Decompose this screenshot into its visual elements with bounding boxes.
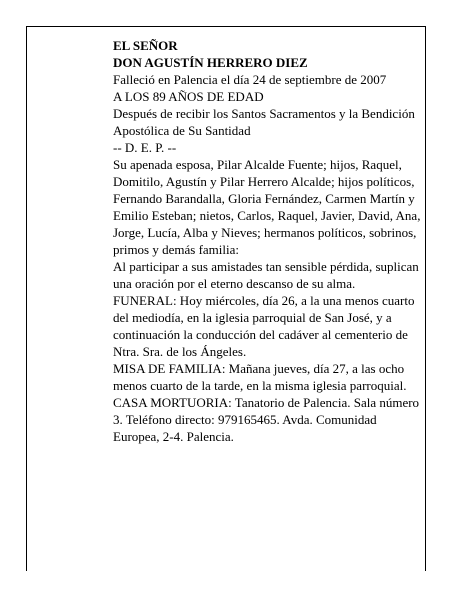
sacraments-paragraph: Después de recibir los Santos Sacramentos y la Bendición Apostólica de Su Santidad — [113, 106, 415, 138]
family-paragraph: Su apenada esposa, Pilar Alcalde Fuente; hijos, Raquel, Domitilo, Agustín y Pilar Herrero Alcalde; hijos políticos, Fernando Barandalla, Gloria Fernández, Carmen Martín y Emilio Esteban; nietos, Carlos, Raquel, Javier, David, Ana, Jorge, Lucía, Alba y Nieves; hermanos políticos, sobrinos, primos y demás familia: — [113, 157, 421, 257]
age-line: A LOS 89 AÑOS DE EDAD — [113, 89, 264, 104]
funeral-home-paragraph: CASA MORTUORIA: Tanatorio de Palencia. Sala número 3. Teléfono directo: 979165465. Avda. Comunidad Europea, 2-4. Palencia. — [113, 395, 420, 444]
deceased-title-line: EL SEÑOR — [113, 38, 178, 53]
obituary-text-block — [113, 37, 423, 445]
death-notice: Falleció en Palencia el día 24 de septiembre de 2007 — [113, 72, 387, 87]
funeral-paragraph: FUNERAL: Hoy miércoles, día 26, a la una menos cuarto del mediodía, en la iglesia parroquial de San José, y a continuación la conducción del cadáver al cementerio de Ntra. Sra. de los Ángeles. — [113, 293, 415, 359]
family-mass-paragraph: MISA DE FAMILIA: Mañana jueves, día 27, a las ocho menos cuarto de la tarde, en la misma iglesia parroquial. — [113, 361, 407, 393]
prayer-request-paragraph: Al participar a sus amistades tan sensible pérdida, suplican una oración por el eterno descanso de su alma. — [113, 259, 419, 291]
deceased-name: DON AGUSTÍN HERRERO DIEZ — [113, 55, 308, 70]
dep-line: -- D. E. P. -- — [113, 140, 177, 155]
